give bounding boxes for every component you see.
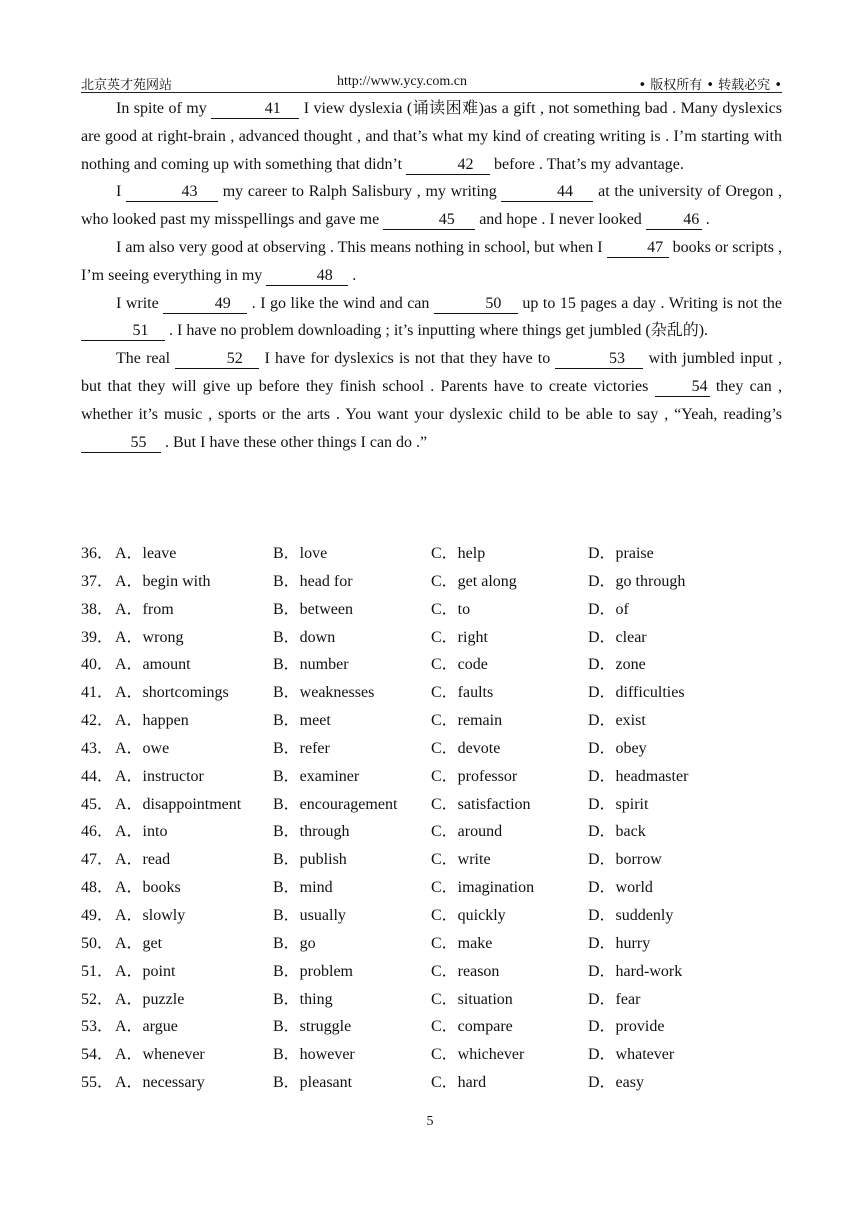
passage-text: books or scripts , I’m seeing everything in my [81,238,783,284]
option-a[interactable]: A．books [115,879,181,897]
option-b[interactable]: B．head for [273,572,353,590]
option-c[interactable]: C．get along [431,572,517,590]
option-b[interactable]: B．go [273,934,316,952]
option-c[interactable]: C．help [431,545,486,562]
question-row [81,763,782,791]
question-row [81,540,782,568]
option-d[interactable]: D．world [588,879,653,897]
passage-text: I have for dyslexics is not that they have to [259,350,556,368]
question-number: 50． [81,934,114,952]
question-row [81,596,782,624]
option-a[interactable]: A．get [115,934,163,952]
question-number: 55． [81,1074,114,1092]
option-b[interactable]: B．problem [273,962,353,980]
question-number: 37． [81,572,114,590]
blank-47[interactable]: 47 [607,239,669,258]
option-b[interactable]: B．love [273,545,328,562]
question-row [81,846,782,874]
paragraph-4 [81,290,782,346]
question-number: 54． [81,1046,114,1064]
option-c[interactable]: C．professor [431,767,518,785]
paragraph-1 [81,95,782,178]
page-header [81,72,782,93]
passage-text: . [701,211,710,229]
option-c[interactable]: C．hard [431,1074,487,1092]
option-b[interactable]: B．weaknesses [273,684,375,702]
option-b[interactable]: B．examiner [273,767,360,785]
option-a[interactable]: A．shortcomings [115,684,229,702]
option-d[interactable]: D．exist [588,712,646,730]
option-a[interactable]: A．amount [115,656,191,674]
option-b[interactable]: B．refer [273,739,330,757]
passage-text: I write [116,294,164,312]
question-number: 44． [81,767,114,785]
option-a[interactable]: A．point [115,962,176,980]
option-b[interactable]: B．encouragement [273,795,398,813]
option-c[interactable]: C．quickly [431,906,506,924]
question-row [81,735,782,763]
option-b[interactable]: B．mind [273,879,333,897]
option-d[interactable]: D．spirit [588,795,649,813]
option-d[interactable]: D．difficulties [588,684,685,702]
option-c[interactable]: C．to [431,600,471,618]
paragraph-5 [81,345,782,456]
option-a[interactable]: A．puzzle [115,990,185,1008]
option-a[interactable]: A．read [115,851,171,869]
passage-text: . [348,266,357,284]
option-a[interactable]: A．slowly [115,906,186,924]
passage-text: my career to Ralph Salisbury , my writing [218,183,502,201]
question-number: 52． [81,990,114,1008]
passage-text: and hope . I never looked [475,211,646,229]
blank-44[interactable]: 44 [501,183,593,202]
option-d[interactable]: D．zone [588,656,646,674]
option-c[interactable]: C．make [431,934,493,952]
option-c[interactable]: C．code [431,656,488,674]
option-b[interactable]: B．usually [273,906,346,924]
option-c[interactable]: C．devote [431,739,501,757]
question-number: 46． [81,823,114,841]
blank-52[interactable]: 52 [175,350,259,369]
option-b[interactable]: B．between [273,600,353,618]
blank-50[interactable]: 50 [434,295,518,314]
question-row [81,874,782,902]
option-d[interactable]: D．borrow [588,851,662,869]
copyright-notice: • 版权所有 • 转载必究 • [638,78,782,93]
option-b[interactable]: B．struggle [273,1018,352,1036]
passage-text: . I have no problem downloading ; it’s inputting where things get jumbled (杂乱的). [165,322,709,340]
blank-49[interactable]: 49 [163,295,247,314]
blank-53[interactable]: 53 [555,350,643,369]
passage-text: . I go like the wind and can [247,294,434,312]
option-a[interactable]: A．into [115,823,168,841]
option-b[interactable]: B．meet [273,712,331,730]
passage-text: The real [116,350,176,368]
passage-text: before . That’s my advantage. [490,155,684,173]
question-row [81,1069,782,1097]
option-d[interactable]: D．clear [588,628,647,646]
option-d[interactable]: D．suddenly [588,906,674,924]
option-c[interactable]: C．situation [431,990,513,1008]
question-row [81,818,782,846]
question-row [81,679,782,707]
blank-55[interactable]: 55 [81,434,161,453]
blank-51[interactable]: 51 [81,322,165,341]
option-a[interactable]: A．necessary [115,1074,205,1092]
question-number: 39． [81,628,114,646]
option-c[interactable]: C．faults [431,684,494,702]
passage-text: up to 15 pages a day . Writing is not the [517,294,783,312]
option-c[interactable]: C．write [431,851,491,869]
paragraph-2 [81,178,782,234]
blank-43[interactable]: 43 [126,183,218,202]
question-number: 36． [81,545,114,562]
option-c[interactable]: C．satisfaction [431,795,531,813]
passage-text: they can , whether it’s music , sports or the arts . You want your dyslexic child to be able to say , “Yeah, reading’s [81,377,783,423]
question-number: 49． [81,906,114,924]
option-a[interactable]: A．instructor [115,767,204,785]
passage-text: . But I have these other things I can do .” [161,433,428,451]
option-a[interactable]: A．owe [115,739,170,757]
option-b[interactable]: B．however [273,1046,355,1064]
option-d[interactable]: D．praise [588,545,654,562]
question-number: 41． [81,684,114,702]
question-number: 53． [81,1018,114,1036]
option-c[interactable]: C．imagination [431,879,535,897]
option-a[interactable]: A．begin with [115,572,211,590]
option-d[interactable]: D．whatever [588,1046,675,1064]
option-a[interactable]: A．disappointment [115,795,242,813]
question-row [81,986,782,1014]
option-d[interactable]: D．headmaster [588,767,689,785]
blank-45[interactable]: 45 [383,211,475,230]
option-d[interactable]: D．provide [588,1018,665,1036]
question-number: 51． [81,962,114,980]
site-name: 北京英才苑网站 [81,78,173,93]
option-c[interactable]: C．whichever [431,1046,525,1064]
option-c[interactable]: C．around [431,823,503,841]
question-number: 40． [81,656,114,674]
question-row [81,791,782,819]
site-url: http://www.ycy.com.cn [337,74,467,89]
option-c[interactable]: C．reason [431,962,500,980]
passage-text: I [116,183,127,201]
option-b[interactable]: B．through [273,823,350,841]
option-d[interactable]: D．easy [588,1074,644,1092]
option-c[interactable]: C．remain [431,712,503,730]
blank-42[interactable]: 42 [406,156,490,175]
passage-text: with jumbled input , but that they will give up before they finish school . Parents have to create victories [81,350,782,395]
option-b[interactable]: B．thing [273,990,333,1008]
question-number: 38． [81,600,114,618]
question-row [81,707,782,735]
page-number: 5 [426,1114,434,1129]
question-number: 45． [81,795,114,813]
paragraph-3 [81,234,782,290]
question-row [81,902,782,930]
question-row [81,1013,782,1041]
option-b[interactable]: B．number [273,656,349,674]
option-a[interactable]: A．from [115,600,174,618]
option-d[interactable]: D．hurry [588,934,651,952]
option-c[interactable]: C．compare [431,1018,513,1036]
blank-46[interactable]: 46 [646,211,702,230]
question-list [81,540,782,1097]
question-row [81,624,782,652]
option-d[interactable]: D．of [588,600,629,618]
option-a[interactable]: A．argue [115,1018,178,1036]
option-c[interactable]: C．right [431,628,488,646]
option-d[interactable]: D．back [588,823,646,841]
option-d[interactable]: D．hard-work [588,962,683,980]
option-a[interactable]: A．whenever [115,1046,205,1064]
passage-text: at the university of Oregon , who looked past my misspellings and gave me [81,183,783,229]
blank-54[interactable]: 54 [655,378,710,397]
passage-text: I view dyslexia (诵读困难)as a gift , not something bad . Many dyslexics are good at right-brain , advanced thought , and that’s what my kind of creating writing is . I’m starting with nothing and coming up with something that didn’t [81,100,782,173]
option-b[interactable]: B．pleasant [273,1074,353,1092]
question-row [81,1041,782,1069]
option-d[interactable]: D．obey [588,739,647,757]
question-row [81,651,782,679]
passage-text: In spite of my [116,100,212,117]
option-a[interactable]: A．leave [115,545,177,562]
blank-48[interactable]: 48 [266,267,348,286]
option-a[interactable]: A．happen [115,712,189,730]
question-number: 43． [81,739,114,757]
question-row [81,930,782,958]
option-a[interactable]: A．wrong [115,628,184,646]
option-d[interactable]: D．go through [588,572,686,590]
question-row [81,958,782,986]
question-number: 47． [81,851,114,869]
option-b[interactable]: B．down [273,628,336,646]
blank-41[interactable]: 41 [211,100,299,119]
question-row [81,568,782,596]
question-number: 42． [81,712,114,730]
option-b[interactable]: B．publish [273,851,347,869]
option-d[interactable]: D．fear [588,990,641,1008]
cloze-passage [81,95,782,456]
question-number: 48． [81,879,114,897]
passage-text: I am also very good at observing . This means nothing in school, but when I [116,238,607,256]
